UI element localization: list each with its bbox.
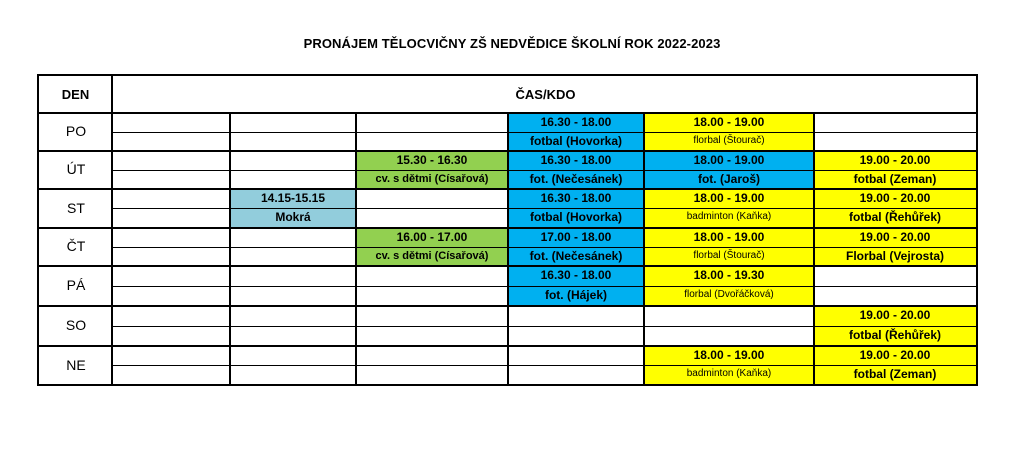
slot-ct-necesanek: 17.00 - 18.00 fot. (Nečesánek) [508, 229, 644, 267]
slot-po-stourac: 18.00 - 19.00 florbal (Štourač) [644, 114, 814, 152]
slot-pa-hajek: 16.30 - 18.00 fot. (Hájek) [508, 267, 644, 306]
slot-po-hovorka: 16.30 - 18.00 fotbal (Hovorka) [508, 114, 644, 152]
day-so: SO [65, 317, 87, 333]
schedule-table [37, 74, 978, 386]
slot-ct-stourac: 18.00 - 19.00 florbal (Štourač) [644, 229, 814, 267]
slot-ct-cisarova: 16.00 - 17.00 cv. s dětmi (Císařová) [356, 229, 508, 267]
header-time: ČAS/KDO [515, 87, 576, 102]
slot-so-rehurek: 19.00 - 20.00 fotbal (Řehůřek) [814, 307, 976, 346]
slot-st-hovorka: 16.30 - 18.00 fotbal (Hovorka) [508, 190, 644, 228]
slot-pa-dvorackova: 18.00 - 19.30 florbal (Dvořáčková) [644, 267, 814, 306]
day-ct: ČT [66, 238, 86, 254]
day-ut: ÚT [66, 161, 86, 177]
slot-ut-zeman: 19.00 - 20.00 fotbal (Zeman) [814, 152, 976, 190]
slot-st-mokra: 14.15-15.15 Mokrá [230, 190, 356, 228]
slot-ut-cisarova: 15.30 - 16.30 cv. s dětmi (Císařová) [356, 152, 508, 190]
day-pa: PÁ [66, 277, 86, 293]
slot-ut-necesanek: 16.30 - 18.00 fot. (Nečesánek) [508, 152, 644, 190]
day-po: PO [65, 123, 87, 139]
day-st: ST [67, 200, 85, 216]
slot-ut-jaros: 18.00 - 19.00 fot. (Jaroš) [644, 152, 814, 190]
slot-ne-zeman: 19.00 - 20.00 fotbal (Zeman) [814, 347, 976, 384]
page-title: PRONÁJEM TĚLOCVIČNY ZŠ NEDVĚDICE ŠKOLNÍ ROK 2022-2023 [303, 36, 721, 51]
slot-st-rehurek: 19.00 - 20.00 fotbal (Řehůřek) [814, 190, 976, 228]
header-day: DEN [61, 87, 90, 102]
slot-st-kanka: 18.00 - 19.00 badminton (Kaňka) [644, 190, 814, 228]
day-ne: NE [66, 357, 86, 373]
slot-ne-kanka: 18.00 - 19.00 badminton (Kaňka) [644, 347, 814, 384]
slot-ct-vejrosta: 19.00 - 20.00 Florbal (Vejrosta) [814, 229, 976, 267]
